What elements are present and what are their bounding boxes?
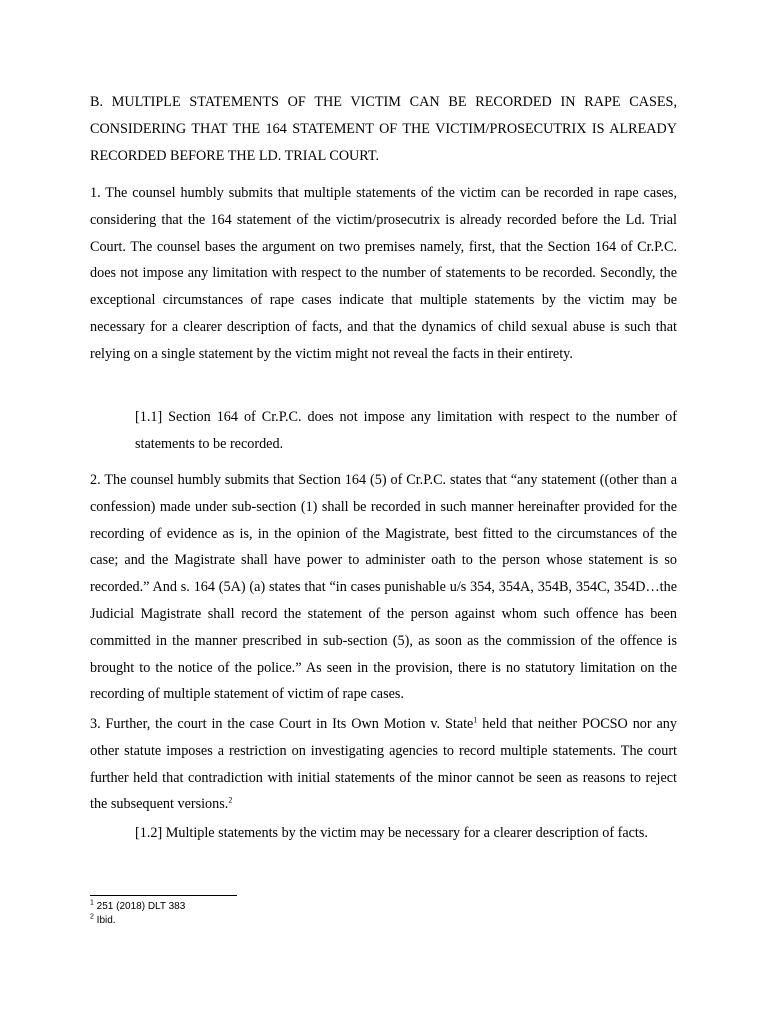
footnote-number: 1 [90,899,94,907]
footnote-number: 2 [90,913,94,921]
paragraph-3-text-b: held that neither POCSO nor any other statute imposes a restriction on investigating agencies to record multiple statements. The court further held that contradiction with initial statements of the minor cannot be seen as reasons to reject the subsequent versions. [90,716,677,813]
section-heading: B. MULTIPLE STATEMENTS OF THE VICTIM CAN BE RECORDED IN RAPE CASES, CONSIDERING THAT THE 164 STATEMENT OF THE VICTIM/PROSECUTRIX IS ALREADY RECORDED BEFORE THE LD. TRIAL COURT. [90,94,677,164]
footnote-ref-2: 2 [228,795,233,805]
paragraph-3 [90,711,677,818]
footnote-ref-1: 1 [473,715,478,725]
footnotes [90,900,185,928]
footnote-separator [90,895,237,896]
footnote-text: 251 (2018) DLT 383 [93,901,186,912]
paragraph-3-text-a: 3. Further, the court in the case Court in Its Own Motion v. State [90,716,474,732]
subheading-1-2: [1.2] Multiple statements by the victim may be necessary for a clearer description of facts. [135,825,648,841]
footnote-1 [90,900,185,914]
footnote-text: Ibid. [93,915,116,926]
paragraph-2: 2. The counsel humbly submits that Section 164 (5) of Cr.P.C. states that “any statement ((other than a confession) made under sub-section (1) shall be recorded in such manner hereinafter provided for the recording of evidence as is, in the opinion of the Magistrate, best fitted to the circumstances of the case; and the Magistrate shall have power to administer oath to the person whose statement is so recorded.” And s. 164 (5A) (a) states that “in cases punishable u/s 354, 354A, 354B, 354C, 354D…the Judicial Magistrate shall record the statement of the person against whom such offence has been committed in the manner prescribed in sub-section (5), as soon as the commission of the offence is brought to the notice of the police.” As seen in the provision, there is no statutory limitation on the recording of multiple statement of victim of rape cases. [90,472,677,703]
footnote-2 [90,914,185,928]
subheading-1-1: [1.1] Section 164 of Cr.P.C. does not impose any limitation with respect to the number of statements to be recorded. [135,409,677,452]
paragraph-1: 1. The counsel humbly submits that multiple statements of the victim can be recorded in rape cases, considering that the 164 statement of the victim/prosecutrix is already recorded before the Ld. Trial Court. The counsel bases the argument on two premises namely, first, that the Section 164 of Cr.P.C. does not impose any limitation with respect to the number of statements to be recorded. Secondly, the exceptional circumstances of rape cases indicate that multiple statements by the victim may be necessary for a clearer description of facts, and that the dynamics of child sexual abuse is such that relying on a single statement by the victim might not reveal the facts in their entirety. [90,185,677,362]
